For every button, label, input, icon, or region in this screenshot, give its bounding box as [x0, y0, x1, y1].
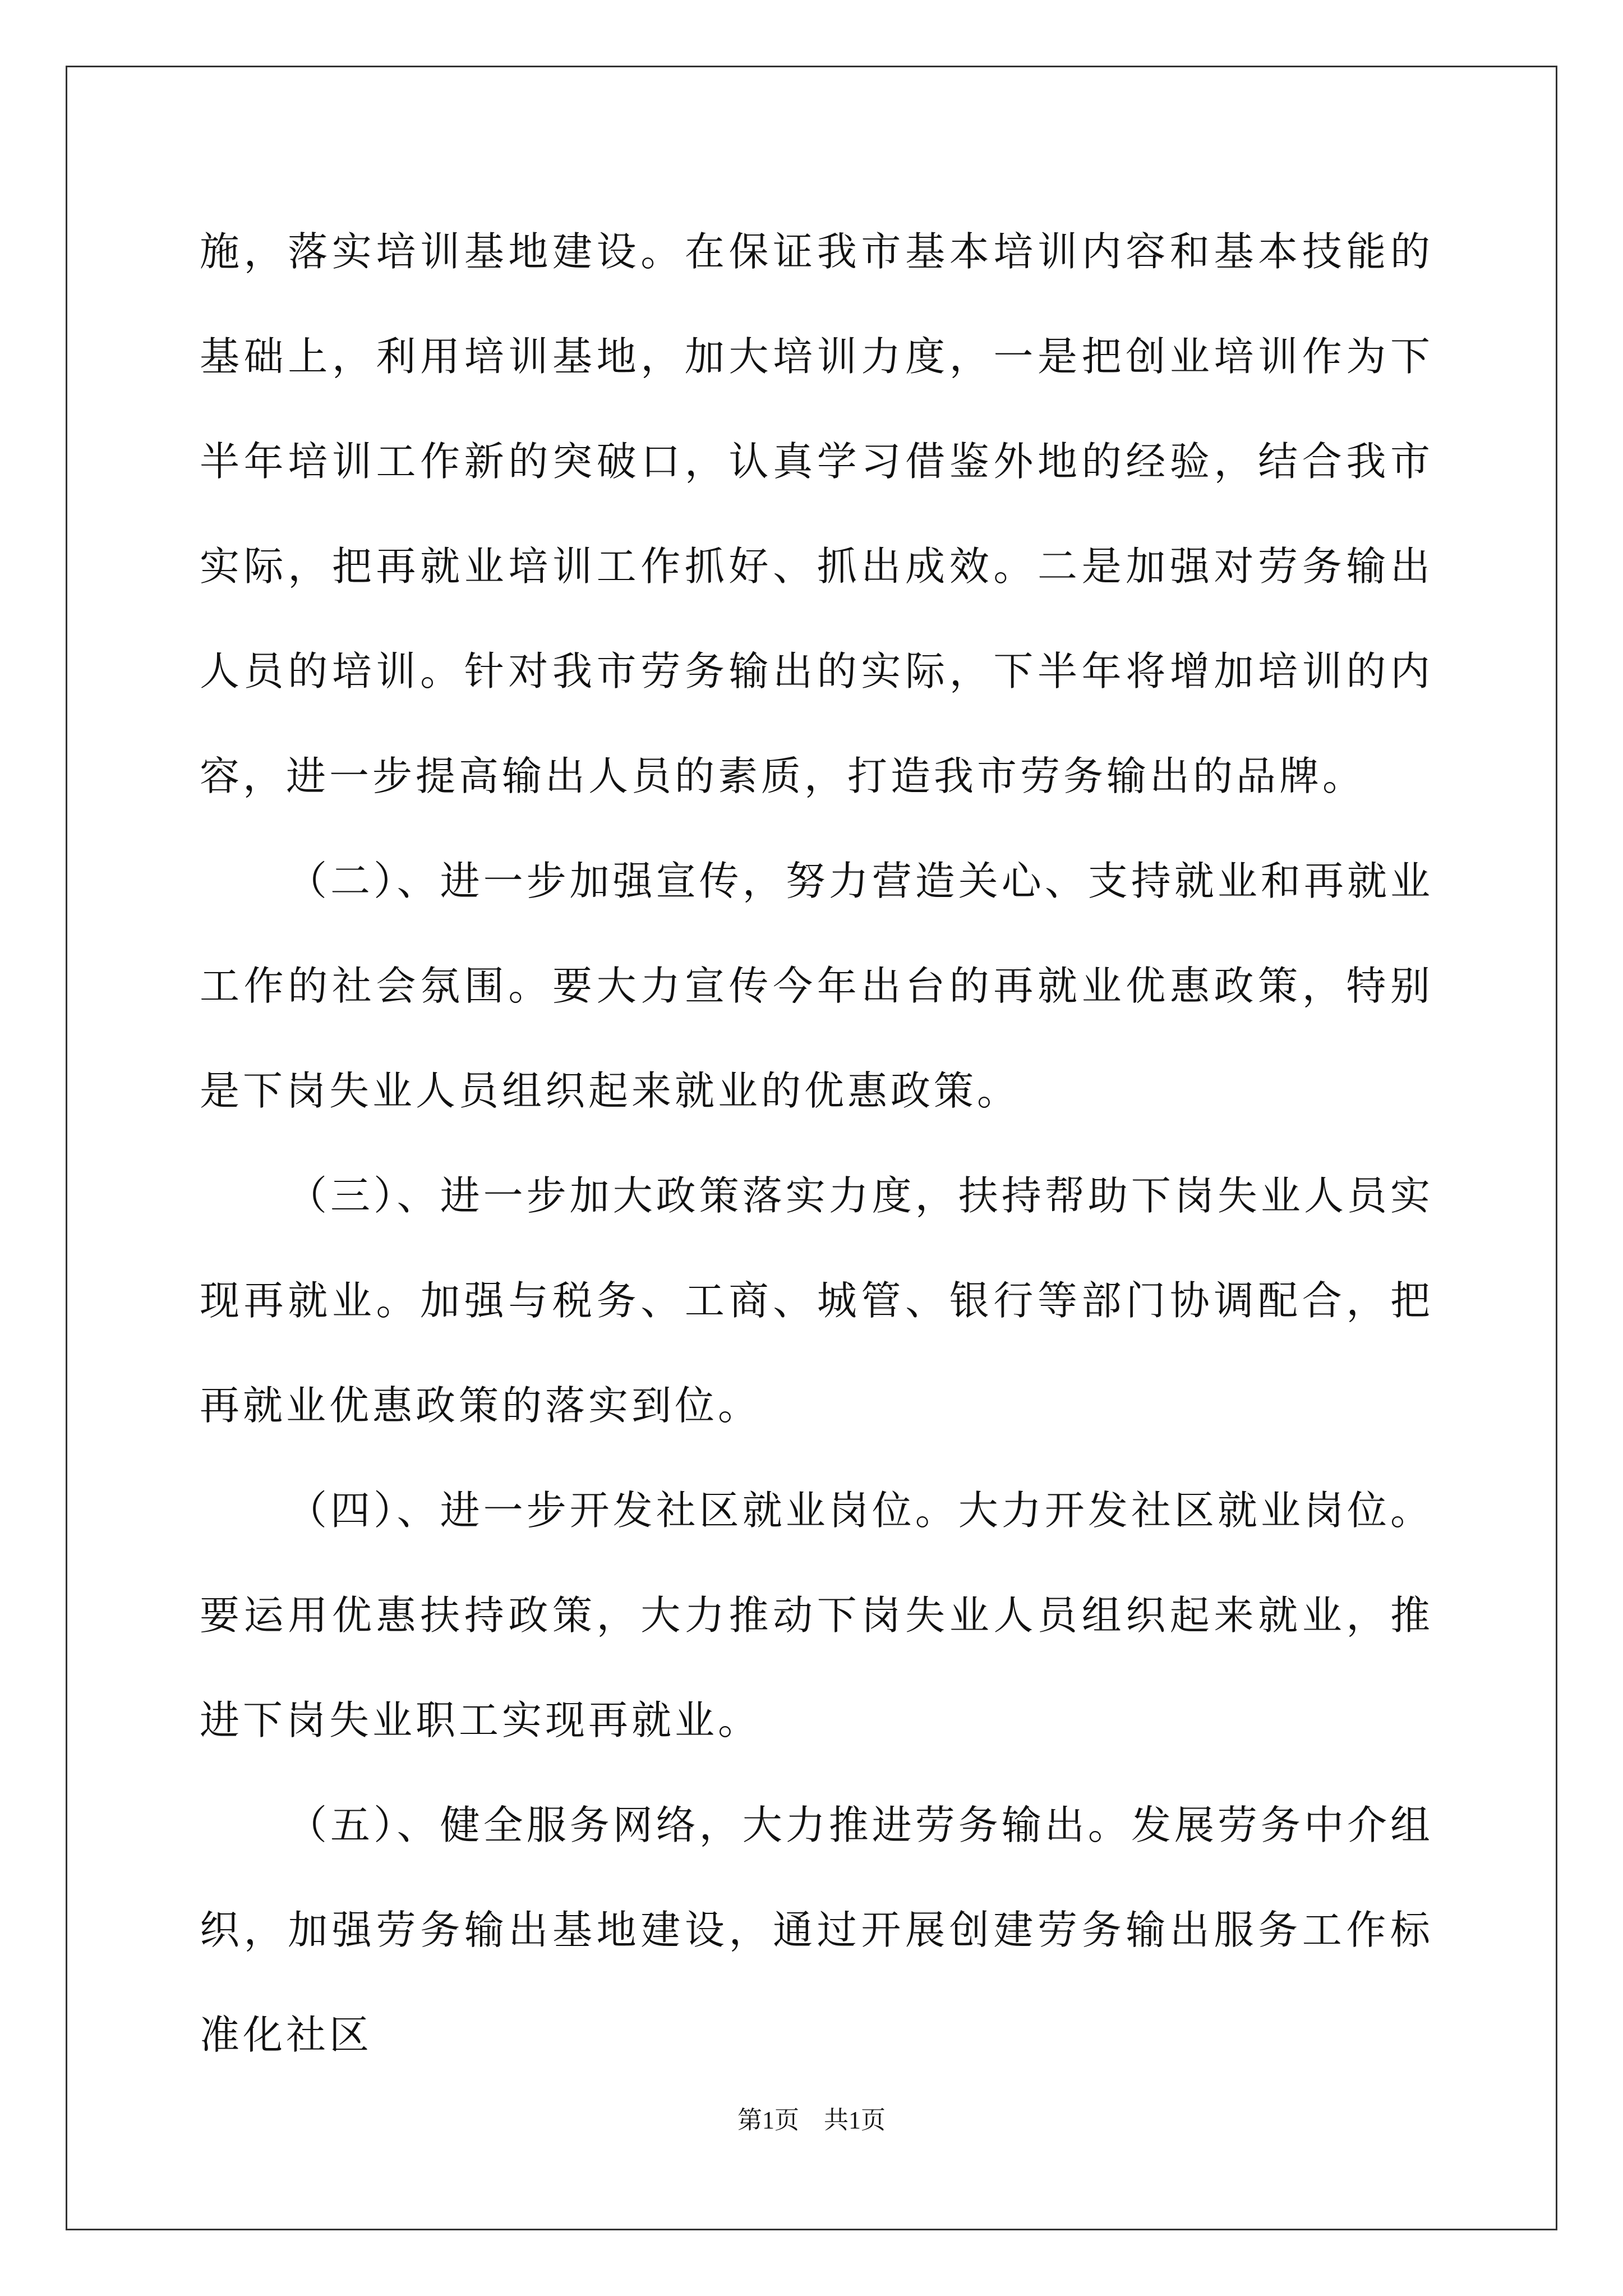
document-body [200, 199, 1433, 2087]
page-number-footer: 第1页 共1页 [737, 2106, 886, 2134]
paragraph-4: （四）、进一步开发社区就业岗位。大力开发社区就业岗位。要运用优惠扶持政策，大力推动下岗失业人员组织起来就业，推进下岗失业职工实现再就业。 [200, 1487, 1433, 1743]
paragraph-5: （五）、健全服务网络，大力推进劳务输出。发展劳务中介组织，加强劳务输出基地建设，通过开展创建劳务输出服务工作标准化社区 [200, 1802, 1433, 2058]
paragraph-2: （二）、进一步加强宣传，努力营造关心、支持就业和再就业工作的社会氛围。要大力宣传今年出台的再就业优惠政策，特别是下岗失业人员组织起来就业的优惠政策。 [200, 858, 1433, 1114]
paragraph-1: 施，落实培训基地建设。在保证我市基本培训内容和基本技能的基础上，利用培训基地，加大培训力度，一是把创业培训作为下半年培训工作新的突破口，认真学习借鉴外地的经验，结合我市实际，把再就业培训工作抓好、抓出成效。二是加强对劳务输出人员的培训。针对我市劳务输出的实际，下半年将增加培训的内容，进一步提高输出人员的素质，打造我市劳务输出的品牌。 [200, 228, 1433, 799]
paragraph-3: （三）、进一步加大政策落实力度，扶持帮助下岗失业人员实现再就业。加强与税务、工商、城管、银行等部门协调配合，把再就业优惠政策的落实到位。 [200, 1172, 1433, 1429]
